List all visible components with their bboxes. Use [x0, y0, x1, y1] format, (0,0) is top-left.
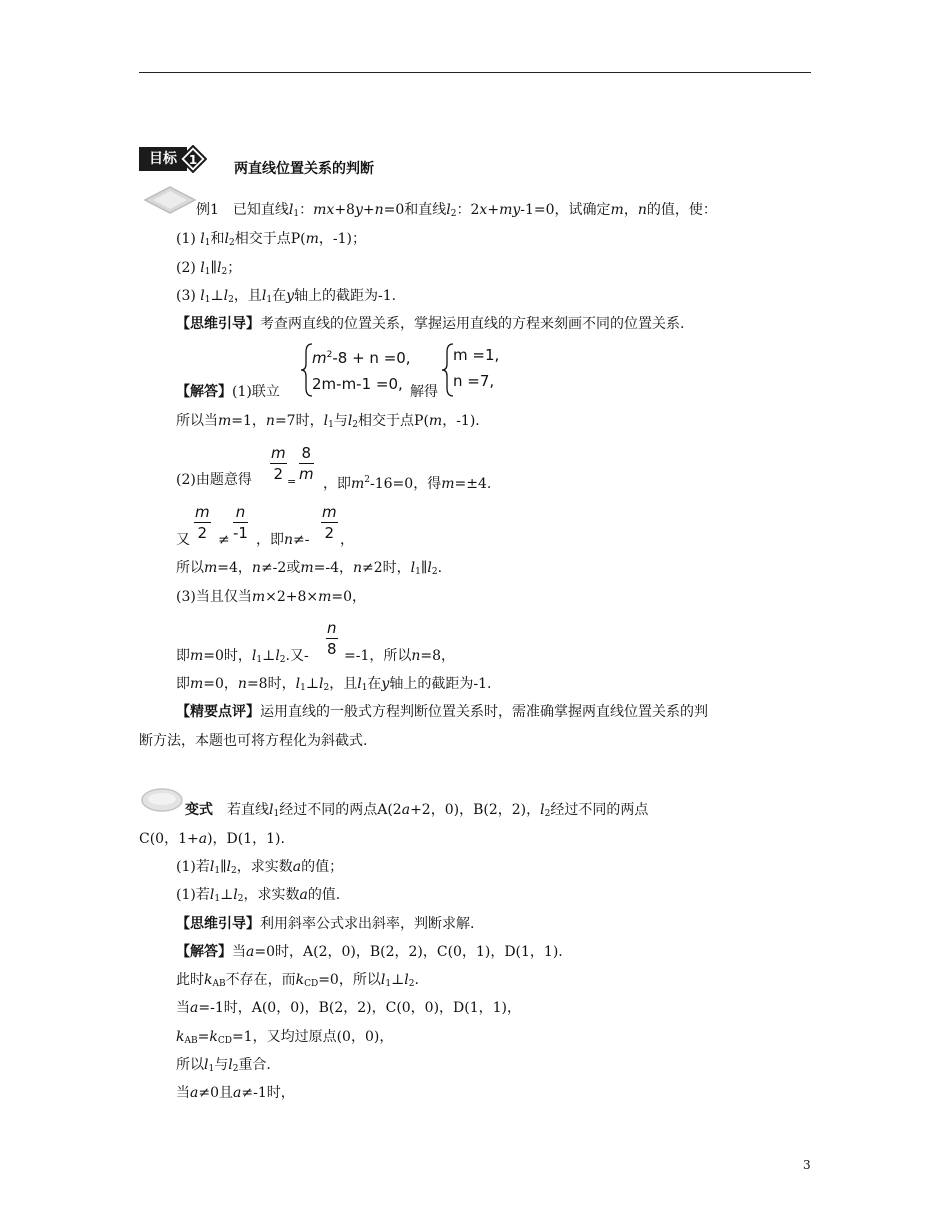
system-result-1: m =1, n =7, — [453, 346, 500, 390]
solution2-line2: 此时$k_{AB}$不存在，而$k_{CD}=0$，所以$l_1\perp l_2$. — [176, 972, 419, 989]
example1-question2: (2) $l_1\parallel l_2$； — [176, 260, 242, 277]
page-number: 3 — [803, 1158, 811, 1172]
solution2-line6: 当a≠0且a≠-1时， — [176, 1085, 295, 1101]
section-title: 两直线位置关系的判断 — [234, 161, 374, 177]
fraction-m-over-2: $\frac{m}{2}$ — [271, 444, 286, 483]
system-equation-1: $m^2-8 + n =0$, 2m-m-1 =0, — [312, 349, 411, 393]
fraction-n-over-8: $\frac{n}{8}$ — [326, 619, 337, 658]
fraction-8-over-m: $\frac{8}{m}$ — [299, 444, 314, 483]
solution1-line3: (2)由题意得 — [176, 472, 252, 488]
variant-line1: 变式 若直线$l_1$经过不同的两点A(2a+2，0)，B(2，2)，$l_2$经过不同的两点 — [185, 802, 649, 819]
solution2-line4: $k_{AB}=k_{CD}=1$，又均过原点(0，0)， — [176, 1029, 394, 1046]
fraction-m-over-2-c: $\frac{m}{2}$ — [322, 503, 337, 542]
example1-statement: 例1 已知直线$l_1$：mx+8y+n=0和直线$l_2$：2x+my-1=0，试确定m，n的值，使： — [196, 202, 717, 219]
example-marker-icon — [143, 185, 197, 215]
equals-sign: = — [287, 475, 297, 488]
solution1-line8: 即m=0，n=8时，$l_1\perp l_2$，且$l_1$在y轴上的截距为-1. — [176, 676, 492, 693]
solution1-line1: 【解答】(1)联立 — [176, 384, 280, 400]
example1-question1: (1) $l_1$和$l_2$相交于点P(m，-1)； — [176, 231, 366, 248]
variant-question2: (1)若$l_1\perp l_2$，求实数a的值. — [176, 887, 341, 904]
variant-question1: (1)若$l_1\parallel l_2$，求实数a的值； — [176, 859, 344, 876]
solution1-line4: 又 — [176, 532, 190, 548]
solution1-line4-end: ， — [340, 532, 354, 548]
review-line2: 断方法，本题也可将方程化为斜截式. — [139, 733, 368, 749]
solution2-line1: 【解答】当a=0时，A(2，0)，B(2，2)，C(0，1)，D(1，1). — [176, 944, 563, 960]
header-rule — [139, 72, 811, 73]
variant-line2: C(0，1+a)，D(1，1). — [139, 831, 285, 847]
badge-label: 目标 — [139, 147, 187, 171]
solution1-line7-rest: =-1，所以n=8， — [344, 648, 456, 664]
badge-number-icon — [179, 145, 207, 173]
badge-number: 1 — [188, 153, 198, 167]
solve-label: 解得 — [410, 384, 438, 400]
fraction-m-over-2-b: $\frac{m}{2}$ — [195, 503, 210, 542]
variant-marker-icon — [140, 786, 184, 814]
solution1-line7: 即m=0时，$l_1\perp l_2$.又- — [176, 648, 309, 665]
solution1-line5: 所以m=4，n≠-2或m=-4，n≠2时，$l_1\parallel l_2$. — [176, 560, 443, 577]
fraction-n-over-neg1: $\frac{n}{-1}$ — [233, 503, 248, 542]
example1-question3: (3) $l_1\perp l_2$，且$l_1$在y轴上的截距为-1. — [176, 288, 397, 305]
guide1: 【思维引导】考查两直线的位置关系，掌握运用直线的方程来刻画不同的位置关系. — [176, 316, 685, 332]
solution1-line4-mid: ，即n≠- — [256, 532, 310, 548]
solution1-line6: (3)当且仅当m×2+8×m=0， — [176, 589, 367, 605]
not-equal-sign: ≠ — [218, 532, 230, 548]
solution2-line5: 所以$l_1$与$l_2$重合. — [176, 1057, 271, 1074]
solution1-line3-rest: ，即$m^2-16=0$，得m=±4. — [323, 475, 492, 492]
section-badge — [139, 145, 209, 173]
review-line1: 【精要点评】运用直线的一般式方程判断位置关系时，需准确掌握两直线位置关系的判 — [176, 704, 708, 720]
solution1-line2: 所以当m=1，n=7时，$l_1$与$l_2$相交于点P(m，-1). — [176, 413, 480, 430]
guide2: 【思维引导】利用斜率公式求出斜率，判断求解. — [176, 916, 475, 932]
solution2-line3: 当a=-1时，A(0，0)，B(2，2)，C(0，0)，D(1，1)， — [176, 1000, 522, 1016]
